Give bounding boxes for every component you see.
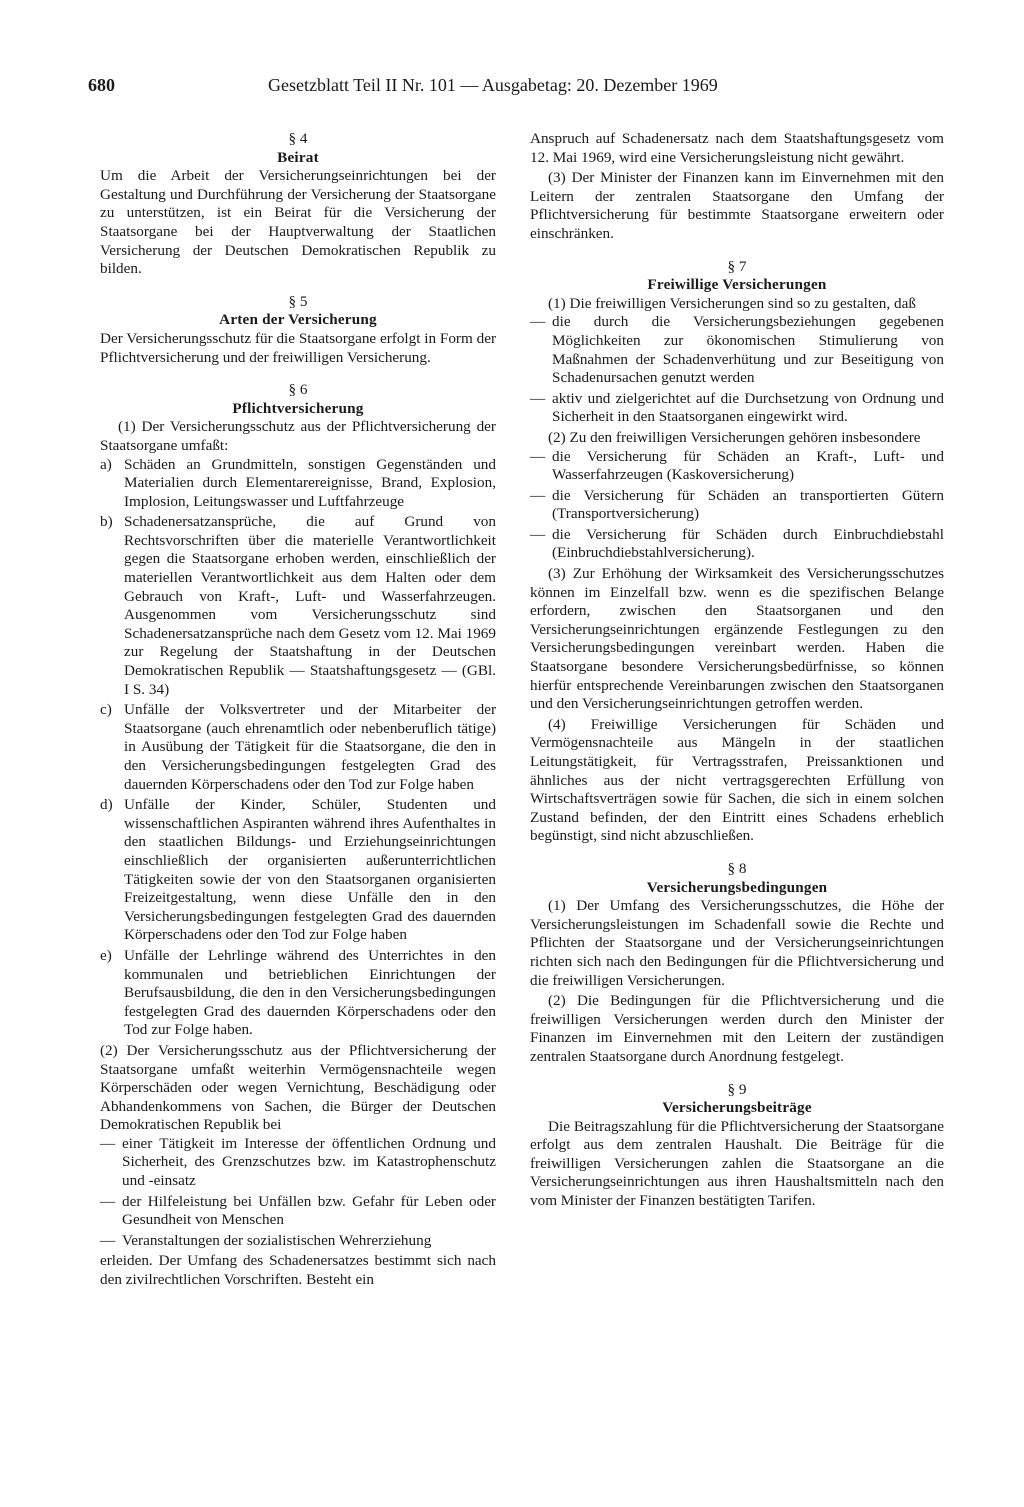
dash-list [530,313,944,427]
section-number: § 4 [288,130,308,147]
list-item [100,947,496,1040]
list-item [100,1193,496,1230]
list-item [100,1135,496,1191]
dash-marker: — [100,1134,116,1152]
paragraph: Der Versicherungsschutz für die Staatsorgane erfolgt in Form der Pflichtversicherung und der freiwilligen Versicherung. [100,329,496,366]
paragraph: erleiden. Der Umfang des Schadenersatzes bestimmt sich nach den zivilrechtlichen Vorschriften. Besteht ein [100,1252,496,1289]
list-item [530,390,944,427]
list-item-text: Unfälle der Volksvertreter und der Mitarbeiter der Staatsorgane (auch ehrenamtlich oder nebenberuflich tätige) in Ausübung der Tätigkeit für die Staatsorgane, die den in den Versicherungsbedingungen festgelegten Grad des dauernden Körperschadens oder den Tod zur Folge haben [124,701,496,793]
paragraph: (1) Die freiwilligen Versicherungen sind so zu gestalten, daß [548,294,916,312]
list-item-text: die Versicherung für Schäden durch Einbruchdiebstahl (Einbruchdiebstahlversicherung). [552,525,944,562]
list-item [100,701,496,794]
section-7 [530,258,944,846]
list-item [100,513,496,699]
paragraph: (2) Die Bedingungen für die Pflichtversicherung und die freiwilligen Versicherungen werden durch den Minister der Finanzen im Einvernehmen mit den Leitern der zuständigen zentralen Staatsorgane durch Anordnung festgelegt. [530,992,944,1065]
list-item-text: der Hilfeleistung bei Unfällen bzw. Gefahr für Leben oder Gesundheit von Menschen [122,1192,496,1229]
section-number: § 8 [727,859,747,877]
paragraph: (1) Der Umfang des Versicherungsschutzes, die Höhe der Versicherungsleistungen im Schadenfall sowie die Rechte und Pflichten der Staatsorgane und der Versicherungseinrichtungen richten sich nach den Bedingungen für die Pflichtversicherung und die freiwilligen Versicherungen. [530,897,944,989]
list-item-text: die Versicherung für Schäden an Kraft-, Luft- und Wasserfahrzeugen (Kaskoversicherung) [552,447,944,484]
right-column [530,130,944,1211]
page-number: 680 [88,75,115,95]
section-6-continued [530,130,944,244]
list-marker: e) [100,946,112,964]
dash-marker: — [530,389,546,407]
section-number: § 9 [727,1080,747,1098]
dash-marker: — [530,313,546,331]
paragraph: Die Beitragszahlung für die Pflichtversicherung der Staatsorgane erfolgt aus dem zentralen Haushalt. Die Beiträge für die freiwilligen Versicherungen zahlen die Staatsorgane an die Versicherungseinrichtungen aus ihren Haushaltsmitteln nach den vom Minister der Finanzen bestätigten Tarifen. [530,1117,944,1210]
list-item-text: Unfälle der Kinder, Schüler, Studenten und wissenschaftlichen Aspiranten während ihres Aufenthaltes in den staatlichen Bildungs- und Erziehungseinrichtungen einschließlich der organisierten außerunterrichtlichen Tätigkeiten sowie der von den Staatsorganen organisierten Freizeitgestaltung, wenn diese Unfälle den in den Versicherungsbedingungen festgelegten Grad des dauernden Körperschadens oder den Tod zur Folge haben [124,796,496,944]
section-8 [530,860,944,1067]
section-title: Arten der Versicherung [219,311,377,329]
dash-marker: — [100,1231,116,1249]
list-item-text: aktiv und zielgerichtet auf die Durchsetzung von Ordnung und Sicherheit in den Staatsorganen eingewirkt wird. [552,389,944,426]
section-number: § 6 [288,381,308,399]
list-marker: a) [100,455,112,473]
paragraph: Anspruch auf Schadenersatz nach dem Staatshaftungsgesetz vom 12. Mai 1969, wird eine Versicherungsleistung nicht gewährt. [530,130,944,166]
list-item-text: Schadenersatzansprüche, die auf Grund von Rechtsvorschriften über die materielle Verantwortlichkeit gegen die Staatsorgane erhoben werden, einschließlich der materiellen Verantwortlichkeit aus dem Halten oder dem Gebrauch von Kraft-, Luft- und Wasserfahrzeugen. Ausgenommen vom Versicherungsschutz sind Schadenersatzansprüche nach dem Gesetz vom 12. Mai 1969 zur Regelung der Staatshaftung in der Deutschen Demokratischen Republik — Staatshaftungsgesetz — (GBl. I S. 34) [124,513,496,698]
list-item [530,487,944,524]
list-item [100,456,496,512]
section-4 [100,130,496,279]
paragraph: (3) Zur Erhöhung der Wirksamkeit des Versicherungsschutzes können im Einzelfall bzw. wenn es die spezifischen Belange erfordern, zwischen den Staatsorganen und den Versicherungseinrichtungen ergänzende Festlegungen zu den Versicherungsbedingungen vereinbart werden. Haben die Staatsorgane besondere Versicherungsbedürfnisse, so können hierfür entsprechende Vereinbarungen zwischen den Staatsorganen und den Versicherungseinrichtungen getroffen werden. [530,565,944,713]
section-9 [530,1081,944,1211]
list-item [530,448,944,485]
list-marker: d) [100,796,113,814]
section-6 [100,381,496,1290]
section-number: § 7 [727,257,747,275]
section-title: Freiwillige Versicherungen [647,276,827,294]
list-item [530,526,944,563]
list-marker: b) [100,513,113,531]
section-title: Pflichtversicherung [232,399,364,417]
section-title: Beirat [277,148,319,166]
list-item-text: die durch die Versicherungsbeziehungen gegebenen Möglichkeiten zur ökonomischen Stimulierung von Maßnahmen der Schadenverhütung und zur Beseitigung von Schadenursachen genutzt werden [552,313,944,387]
dash-marker: — [530,525,546,543]
list-item-text: Veranstaltungen der sozialistischen Wehrerziehung [122,1231,432,1249]
left-column [100,130,496,1290]
section-title: Versicherungsbedingungen [646,878,828,896]
gazette-title: Gesetzblatt Teil II Nr. 101 — Ausgabetag: 20. Dezember 1969 [268,75,718,95]
paragraph: (4) Freiwillige Versicherungen für Schäden und Vermögensnachteile aus Mängeln in der staatlichen Leitungstätigkeit, für Vertragsstrafen, Preissanktionen und ähnliches aus der nicht vertragsgerechten Erfüllung von Wirtschaftsverträgen sowie für Sachen, die sich in einem solchen Zustand befinden, der den Eintritt eines Schadens erheblich begünstigt, sind nicht abzuschließen. [530,715,944,845]
dash-marker: — [530,486,546,504]
dash-marker: — [530,447,546,465]
list-item [530,313,944,387]
dash-list [100,1135,496,1251]
paragraph: (2) Der Versicherungsschutz aus der Pflichtversicherung der Staatsorgane umfaßt weiterhin Vermögensnachteile wegen Körperschäden oder wegen Vernichtung, Beschädigung oder Abhandenkommens von Sachen, die Bürger der Deutschen Demokratischen Republik bei [100,1041,496,1134]
list-marker: c) [100,701,112,719]
list-item-text: Schäden an Grundmitteln, sonstigen Gegenständen und Materialien durch Elementarereignisse, Brand, Explosion, Implosion, Leitungswasser und Luftfahrzeuge [124,455,496,510]
page-header [88,74,764,96]
list-item-text: Unfälle der Lehrlinge während des Unterrichtes in den kommunalen und betrieblichen Einrichtungen der Berufsausbildung, die den in den Versicherungsbedingungen festgelegten Grad des dauernden Körperschadens oder den Tod zur Folge haben. [124,946,496,1039]
section-title: Versicherungsbeiträge [662,1099,812,1117]
dash-list [530,448,944,564]
section-5 [100,293,496,367]
dash-marker: — [100,1192,116,1210]
section-number: § 5 [288,292,308,310]
list-item-text: die Versicherung für Schäden an transportierten Gütern (Transportversicherung) [552,486,944,523]
paragraph: Um die Arbeit der Versicherungseinrichtungen bei der Gestaltung und Durchführung der Versicherung der Staatsorgane zu unterstützen, ist ein Beirat für die Versicherung der Staatsorgane bei der Hauptverwaltung der Staatlichen Versicherung der Deutschen Demokratischen Republik zu bilden. [100,167,496,278]
paragraph: (1) Der Versicherungsschutz aus der Pflichtversicherung der Staatsorgane umfaßt: [100,418,496,454]
list-item-text: einer Tätigkeit im Interesse der öffentlichen Ordnung und Sicherheit, des Grenzschutzes bzw. im Katastrophenschutz und -einsatz [122,1134,496,1190]
paragraph: (3) Der Minister der Finanzen kann im Einvernehmen mit den Leitern der zentralen Staatsorgane den Umfang der Pflichtversicherung für bestimmte Staatsorgane erweitern oder einschränken. [530,169,944,242]
paragraph: (2) Zu den freiwilligen Versicherungen gehören insbesondere [548,428,921,446]
list-item [100,796,496,945]
lettered-list [100,456,496,1040]
list-item [100,1232,496,1251]
